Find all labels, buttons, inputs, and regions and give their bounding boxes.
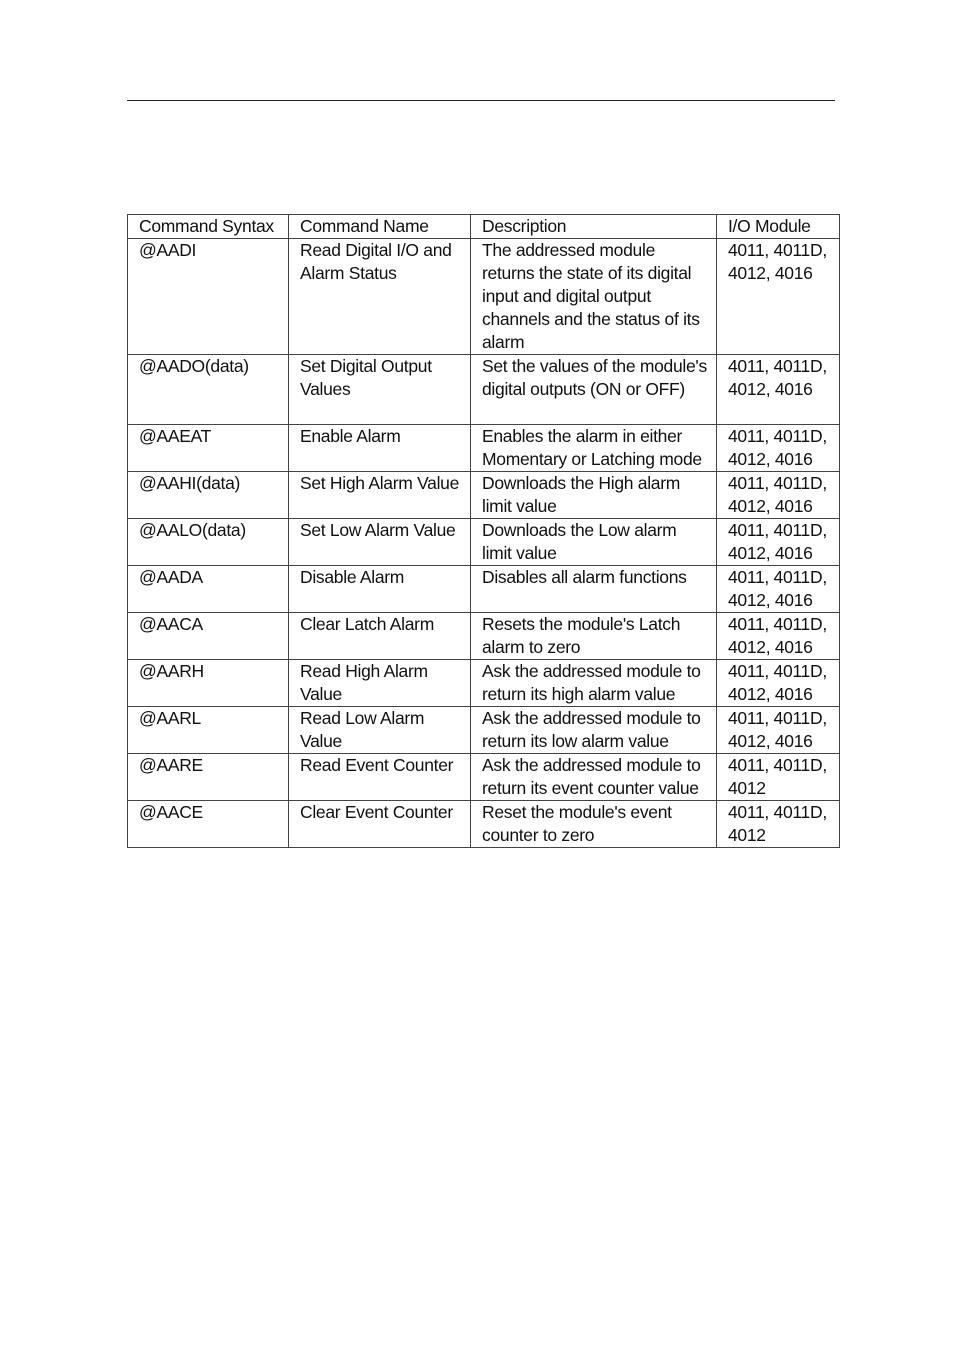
cell-description: Reset the module's event counter to zero — [471, 801, 717, 848]
cell-module: 4011, 4011D, 4012, 4016 — [717, 519, 840, 566]
table-row — [128, 754, 840, 801]
cell-module: 4011, 4011D, 4012, 4016 — [717, 660, 840, 707]
cell-syntax: @AAEAT — [128, 425, 289, 472]
table-row — [128, 239, 840, 355]
cell-syntax: @AACA — [128, 613, 289, 660]
header-description: Description — [471, 215, 717, 239]
cell-description: Ask the addressed module to return its high alarm value — [471, 660, 717, 707]
cell-description: Downloads the High alarm limit value — [471, 472, 717, 519]
cell-syntax: @AARE — [128, 754, 289, 801]
cell-description: Ask the addressed module to return its low alarm value — [471, 707, 717, 754]
cell-syntax: @AACE — [128, 801, 289, 848]
cell-module: 4011, 4011D, 4012, 4016 — [717, 707, 840, 754]
table-row — [128, 801, 840, 848]
header-io-module: I/O Module — [717, 215, 840, 239]
cell-syntax: @AADI — [128, 239, 289, 355]
table-row — [128, 566, 840, 613]
cell-name: Read Digital I/O and Alarm Status — [289, 239, 471, 355]
table-row — [128, 519, 840, 566]
header-command-syntax: Command Syntax — [128, 215, 289, 239]
table-row — [128, 707, 840, 754]
cell-module: 4011, 4011D, 4012 — [717, 754, 840, 801]
cell-description: Resets the module's Latch alarm to zero — [471, 613, 717, 660]
cell-module: 4011, 4011D, 4012, 4016 — [717, 355, 840, 425]
cell-name: Read Event Counter — [289, 754, 471, 801]
header-rule — [127, 100, 835, 101]
cell-name: Disable Alarm — [289, 566, 471, 613]
cell-name: Set Low Alarm Value — [289, 519, 471, 566]
table-row — [128, 660, 840, 707]
cell-description: Downloads the Low alarm limit value — [471, 519, 717, 566]
cell-syntax: @AAHI(data) — [128, 472, 289, 519]
cell-name: Set Digital Output Values — [289, 355, 471, 425]
header-command-name: Command Name — [289, 215, 471, 239]
cell-module: 4011, 4011D, 4012, 4016 — [717, 239, 840, 355]
cell-syntax: @AARL — [128, 707, 289, 754]
cell-module: 4011, 4011D, 4012, 4016 — [717, 613, 840, 660]
table-row — [128, 472, 840, 519]
cell-syntax: @AALO(data) — [128, 519, 289, 566]
cell-description: Enables the alarm in either Momentary or Latching mode — [471, 425, 717, 472]
cell-syntax: @AADO(data) — [128, 355, 289, 425]
cell-name: Set High Alarm Value — [289, 472, 471, 519]
cell-name: Clear Latch Alarm — [289, 613, 471, 660]
cell-syntax: @AARH — [128, 660, 289, 707]
cell-module: 4011, 4011D, 4012 — [717, 801, 840, 848]
cell-description: Ask the addressed module to return its event counter value — [471, 754, 717, 801]
command-table — [127, 214, 840, 848]
cell-name: Clear Event Counter — [289, 801, 471, 848]
cell-description: Set the values of the module's digital outputs (ON or OFF) — [471, 355, 717, 425]
cell-description: Disables all alarm functions — [471, 566, 717, 613]
table-row — [128, 613, 840, 660]
table-row — [128, 425, 840, 472]
cell-name: Read High Alarm Value — [289, 660, 471, 707]
cell-name: Enable Alarm — [289, 425, 471, 472]
table-header-row — [128, 215, 840, 239]
cell-module: 4011, 4011D, 4012, 4016 — [717, 566, 840, 613]
cell-description: The addressed module returns the state of its digital input and digital output channels and the status of its alarm — [471, 239, 717, 355]
cell-module: 4011, 4011D, 4012, 4016 — [717, 425, 840, 472]
table-row — [128, 355, 840, 425]
cell-name: Read Low Alarm Value — [289, 707, 471, 754]
cell-syntax: @AADA — [128, 566, 289, 613]
cell-module: 4011, 4011D, 4012, 4016 — [717, 472, 840, 519]
